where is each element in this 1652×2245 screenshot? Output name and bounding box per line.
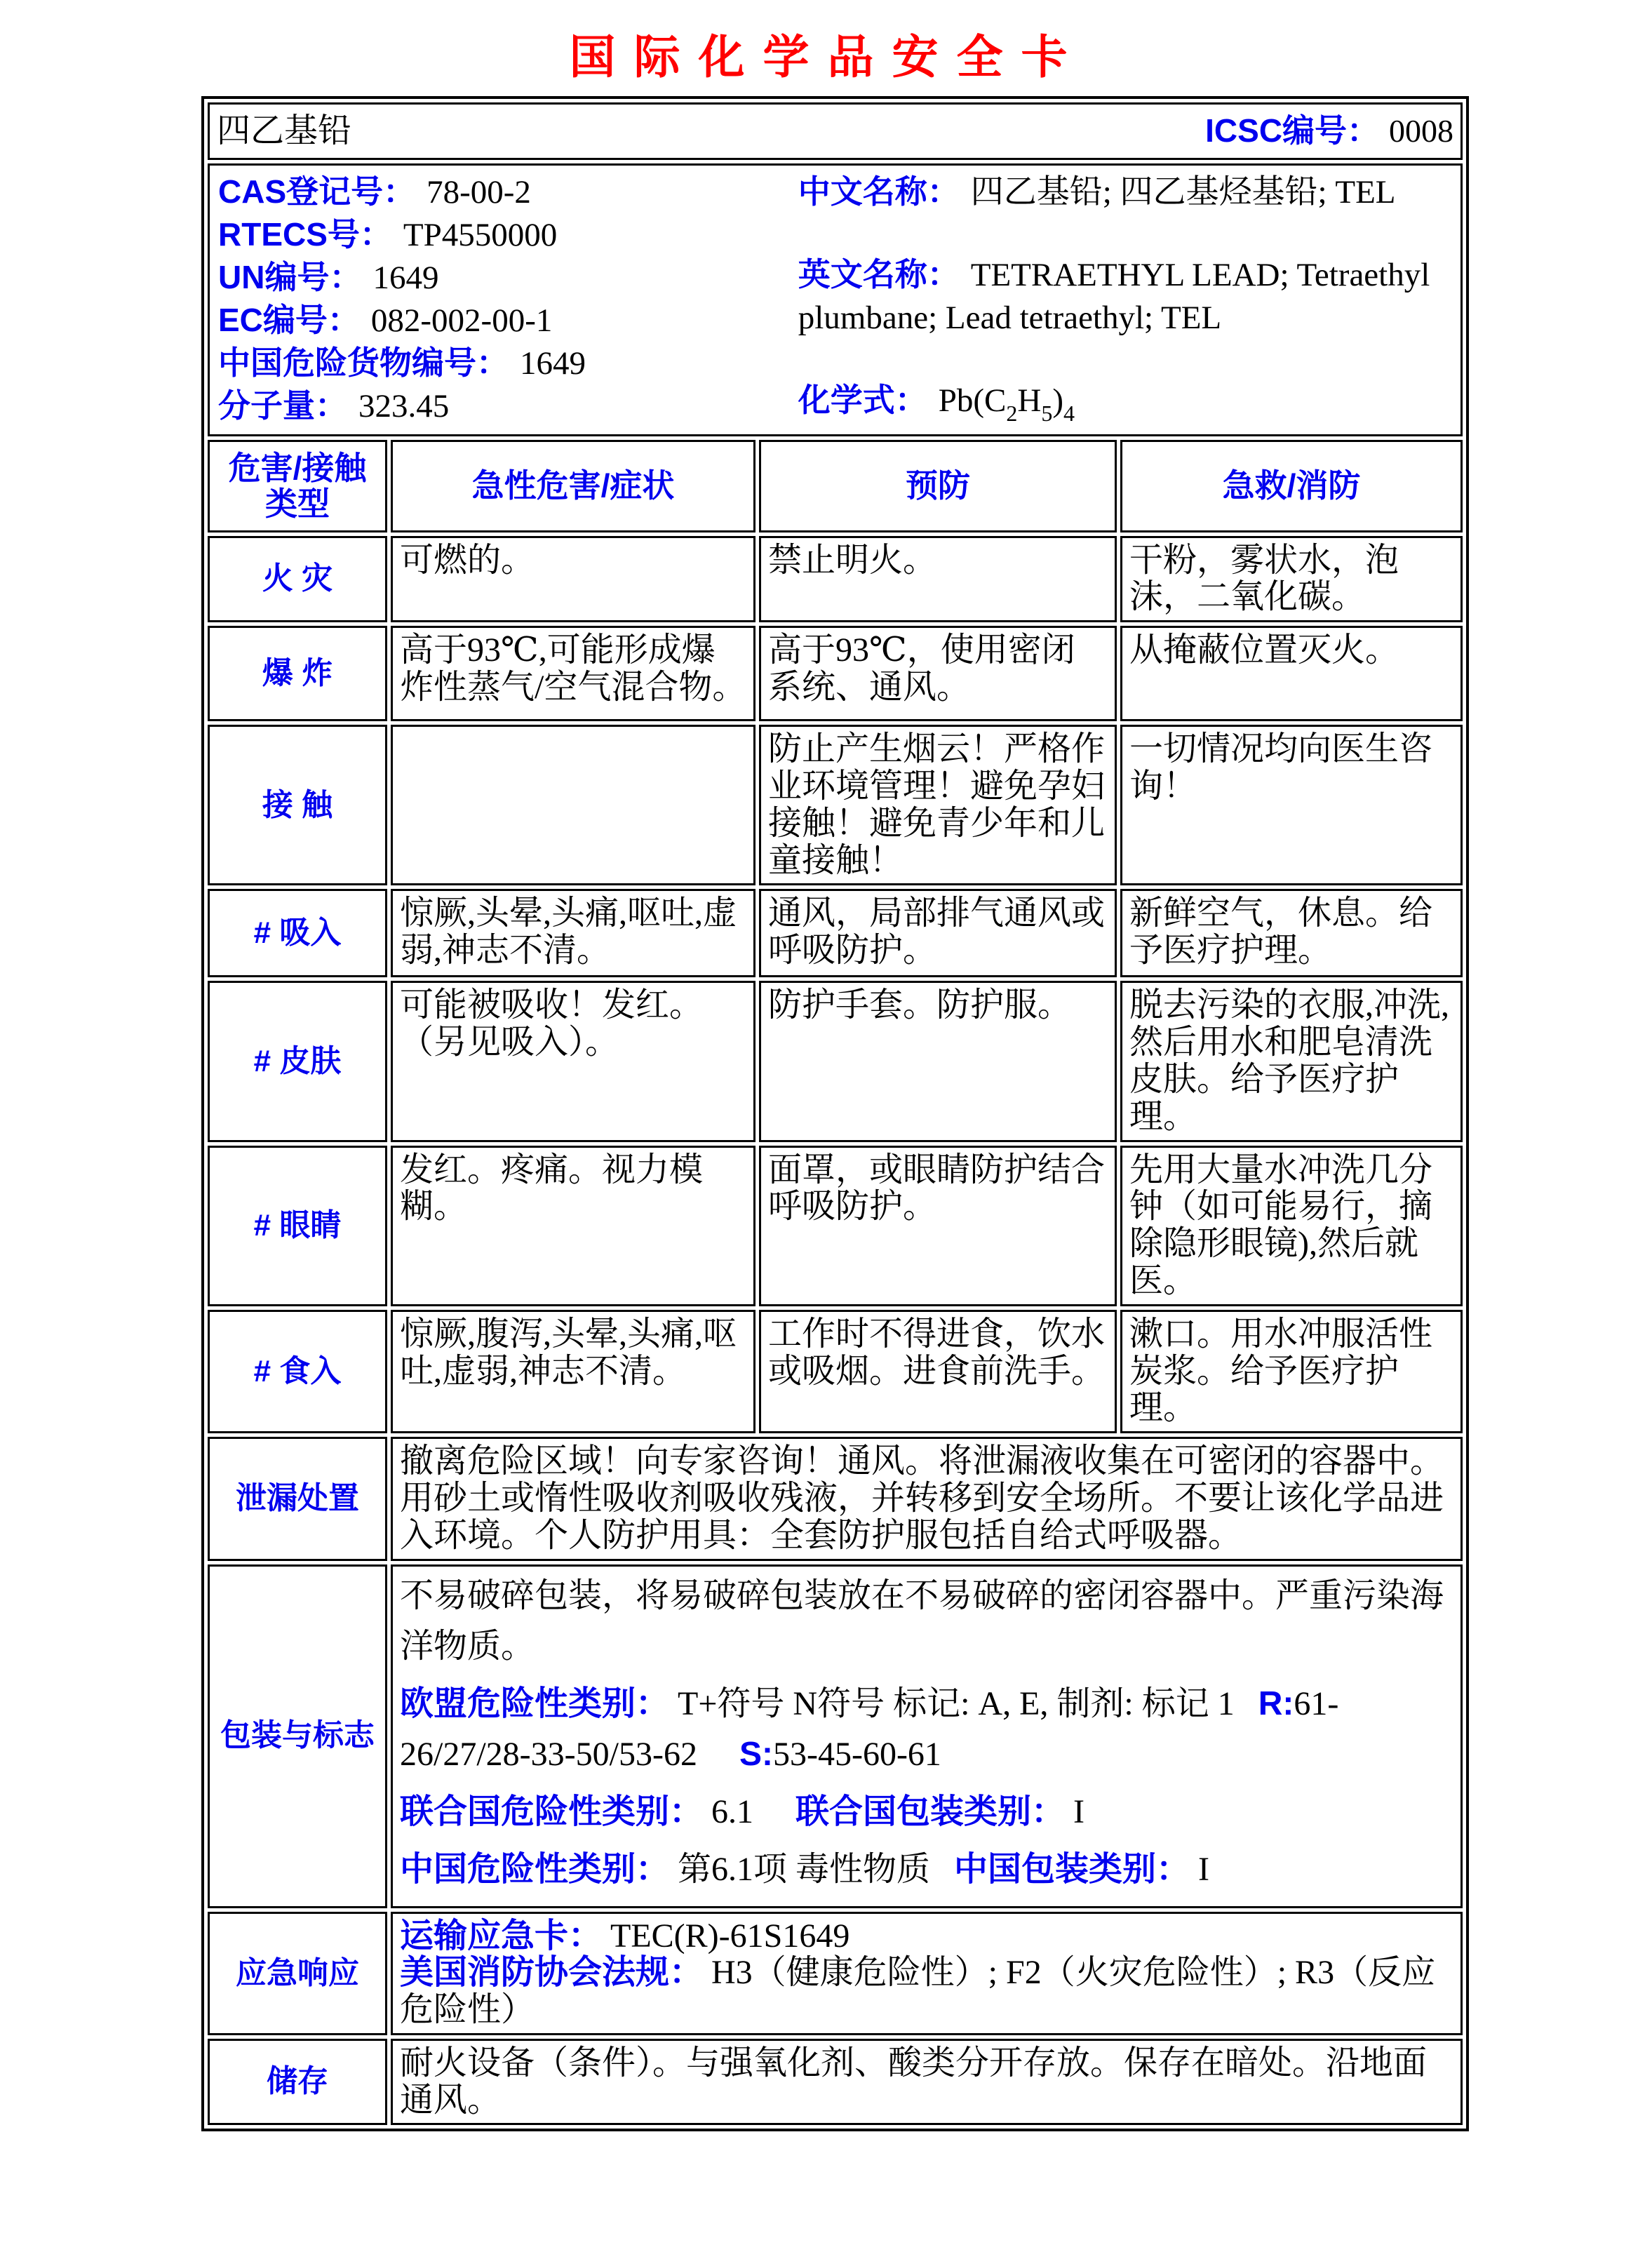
emergency-cell — [391, 1912, 1463, 2035]
hazard-type: 接 触 — [208, 725, 387, 885]
s-phrases-label: S: — [739, 1735, 773, 1773]
english-name-line — [798, 254, 1452, 340]
response-cell: 漱口。用水冲服活性炭浆。给予医疗护理。 — [1120, 1310, 1463, 1433]
icsc-number-label: ICSC编号： — [1205, 112, 1380, 149]
table-row-emergency — [208, 1912, 1463, 2035]
un-classification-line — [400, 1787, 1453, 1837]
tec-label: 运输应急卡： — [400, 1917, 603, 1955]
prevention-cell: 面罩，或眼睛防护结合呼吸防护。 — [759, 1146, 1117, 1306]
chinese-name-line — [798, 171, 1452, 214]
formula-part: Pb(C — [938, 382, 1007, 419]
nfpa-value: H3（健康危险性）; F2（火灾危险性）; R3（反应危险性） — [400, 1954, 1436, 2029]
table-row-packaging — [208, 1564, 1463, 1908]
molecular-weight-line — [218, 385, 798, 428]
substance-header-row — [208, 102, 1463, 160]
emergency-label: 应急响应 — [208, 1912, 387, 2035]
r-phrases-value: 61-26/27/28-33-50/53-62 — [400, 1684, 1339, 1773]
response-cell: 先用大量水冲洗几分钟（如可能易行，摘除隐形眼镜),然后就医。 — [1120, 1146, 1463, 1306]
un-hazard-class-value: 6.1 — [711, 1792, 754, 1830]
prevention-cell: 禁止明火。 — [759, 536, 1117, 623]
response-cell: 一切情况均向医生咨询！ — [1120, 725, 1463, 885]
identifier-cell — [208, 163, 1463, 436]
cn-hazard-class-value: 第6.1项 毒性物质 — [678, 1850, 931, 1888]
symptom-cell — [391, 725, 756, 885]
formula-value — [938, 382, 1075, 426]
identifier-list — [218, 171, 798, 429]
eu-classification-label: 欧盟危险性类别： — [400, 1684, 670, 1722]
symptom-cell: 发红。疼痛。视力模糊。 — [391, 1146, 756, 1306]
nfpa-label: 美国消防协会法规： — [400, 1954, 704, 1992]
column-header-row — [208, 440, 1463, 532]
formula-part: ) — [1052, 382, 1063, 419]
ec-number-value: 082-002-00-1 — [370, 302, 553, 340]
cn-pack-group-label: 中国包装类别： — [954, 1850, 1190, 1888]
s-phrases-value: 53-45-60-61 — [772, 1735, 941, 1773]
header-first-aid: 急救/消防 — [1120, 440, 1463, 532]
symptom-cell: 惊厥,腹泻,头晕,头痛,呕吐,虚弱,神志不清。 — [391, 1310, 756, 1433]
china-dg-number-label: 中国危险货物编号： — [218, 344, 509, 382]
prevention-cell: 防止产生烟云！严格作业环境管理！避免孕妇接触！避免青少年和儿童接触！ — [759, 725, 1117, 885]
symptom-cell: 惊厥,头晕,头痛,呕吐,虚弱,神志不清。 — [391, 889, 756, 977]
cas-number-line — [218, 171, 798, 214]
hazard-type: # 食入 — [208, 1310, 387, 1433]
un-number-label: UN编号： — [218, 259, 362, 296]
response-cell: 干粉，雾状水，泡沫，二氧化碳。 — [1120, 536, 1463, 623]
packaging-cell — [391, 1564, 1463, 1908]
tec-line — [400, 1918, 1453, 1955]
un-pack-group-label: 联合国包装类别： — [795, 1792, 1066, 1830]
formula-label: 化学式： — [798, 381, 927, 418]
table-row-fire — [208, 536, 1463, 623]
un-pack-group-value: I — [1073, 1792, 1085, 1830]
name-list — [798, 171, 1452, 429]
packaging-intro: 不易破碎包装，将易破碎包装放在不易破碎的密闭容器中。严重污染海洋物质。 — [400, 1576, 1444, 1665]
hazard-type: 火 灾 — [208, 536, 387, 623]
formula-part: H — [1017, 382, 1042, 419]
cn-pack-group-value: I — [1198, 1850, 1210, 1888]
response-cell: 脱去污染的衣服,冲洗,然后用水和肥皂清洗皮肤。给予医疗护理。 — [1120, 981, 1463, 1141]
prevention-cell: 高于93℃，使用密闭系统、通风。 — [759, 626, 1117, 721]
icsc-number — [1205, 113, 1453, 149]
hazard-type: 爆 炸 — [208, 626, 387, 721]
un-number-value: 1649 — [372, 260, 439, 297]
cn-classification-line — [400, 1844, 1453, 1895]
header-acute-hazard: 急性危害/症状 — [391, 440, 756, 532]
table-row-exposure — [208, 725, 1463, 885]
ec-number-line — [218, 300, 798, 342]
rtecs-number-label: RTECS号： — [218, 216, 392, 253]
packaging-label: 包装与标志 — [208, 1564, 387, 1908]
formula-sub: 4 — [1063, 400, 1075, 426]
molecular-weight-label: 分子量： — [218, 387, 347, 424]
hazard-type: # 吸入 — [208, 889, 387, 977]
hazard-type: # 皮肤 — [208, 981, 387, 1141]
nfpa-line — [400, 1955, 1453, 2029]
table-row-skin — [208, 981, 1463, 1141]
english-name-value: TETRAETHYL LEAD; Tetraethyl plumbane; Lead tetraethyl; TEL — [798, 256, 1430, 337]
response-cell: 从掩蔽位置灭火。 — [1120, 626, 1463, 721]
cn-hazard-class-label: 中国危险性类别： — [400, 1850, 670, 1888]
icsc-number-value: 0008 — [1389, 113, 1454, 149]
page-title: 国际化学品安全卡 — [569, 32, 1086, 83]
icsc-table — [201, 96, 1469, 2131]
chinese-name-label: 中文名称： — [798, 173, 960, 210]
chinese-name-value: 四乙基铅; 四乙基烃基铅; TEL — [970, 174, 1396, 210]
table-row-ingestion — [208, 1310, 1463, 1433]
table-row-storage — [208, 2039, 1463, 2126]
spill-label: 泄漏处置 — [208, 1437, 387, 1560]
table-row-eyes — [208, 1146, 1463, 1306]
un-number-line — [218, 257, 798, 300]
formula-line — [798, 380, 1452, 429]
china-dg-number-value: 1649 — [520, 345, 586, 382]
storage-text: 耐火设备（条件）。与强氧化剂、酸类分开存放。保存在暗处。沿地面通风。 — [391, 2039, 1463, 2126]
header-hazard-type: 危害/接触类型 — [208, 440, 387, 532]
table-row-explosion — [208, 626, 1463, 721]
spill-text: 撤离危险区域！向专家咨询！通风。将泄漏液收集在可密闭的容器中。用砂土或惰性吸收剂吸收残液，并转移到安全场所。不要让该化学品进入环境。个人防护用具：全套防护服包括自给式呼吸器。 — [391, 1437, 1463, 1560]
molecular-weight-value: 323.45 — [358, 388, 450, 425]
hazard-type: # 眼睛 — [208, 1146, 387, 1306]
header-prevention: 预防 — [759, 440, 1117, 532]
formula-sub: 2 — [1006, 400, 1018, 426]
response-cell: 新鲜空气，休息。给予医疗护理。 — [1120, 889, 1463, 977]
formula-sub: 5 — [1041, 400, 1053, 426]
english-name-label: 英文名称： — [798, 255, 960, 293]
prevention-cell: 防护手套。防护服。 — [759, 981, 1117, 1141]
ec-number-label: EC编号： — [218, 302, 360, 339]
substance-header-cell — [208, 102, 1463, 160]
china-dg-number-line — [218, 342, 798, 385]
table-row-inhalation — [208, 889, 1463, 977]
identifier-row — [208, 163, 1463, 436]
eu-classification-line — [400, 1679, 1453, 1780]
substance-name: 四乙基铅 — [217, 112, 352, 149]
storage-label: 储存 — [208, 2039, 387, 2126]
rtecs-number-value: TP4550000 — [403, 217, 558, 254]
cas-number-value: 78-00-2 — [427, 174, 531, 210]
prevention-cell: 通风，局部排气通风或呼吸防护。 — [759, 889, 1117, 977]
prevention-cell: 工作时不得进食，饮水或吸烟。进食前洗手。 — [759, 1310, 1117, 1433]
symptom-cell: 可燃的。 — [391, 536, 756, 623]
tec-value: TEC(R)-61S1649 — [610, 1917, 850, 1955]
symptom-cell: 高于93℃,可能形成爆炸性蒸气/空气混合物。 — [391, 626, 756, 721]
rtecs-number-line — [218, 214, 798, 257]
un-hazard-class-label: 联合国危险性类别： — [400, 1792, 704, 1830]
eu-classification-value: T+符号 N符号 标记: A, E, 制剂: 标记 1 — [678, 1684, 1235, 1722]
symptom-cell: 可能被吸收！发红。（另见吸入）。 — [391, 981, 756, 1141]
cas-number-label: CAS登记号： — [218, 173, 416, 210]
r-phrases-label: R: — [1258, 1684, 1294, 1722]
table-row-spill — [208, 1437, 1463, 1560]
